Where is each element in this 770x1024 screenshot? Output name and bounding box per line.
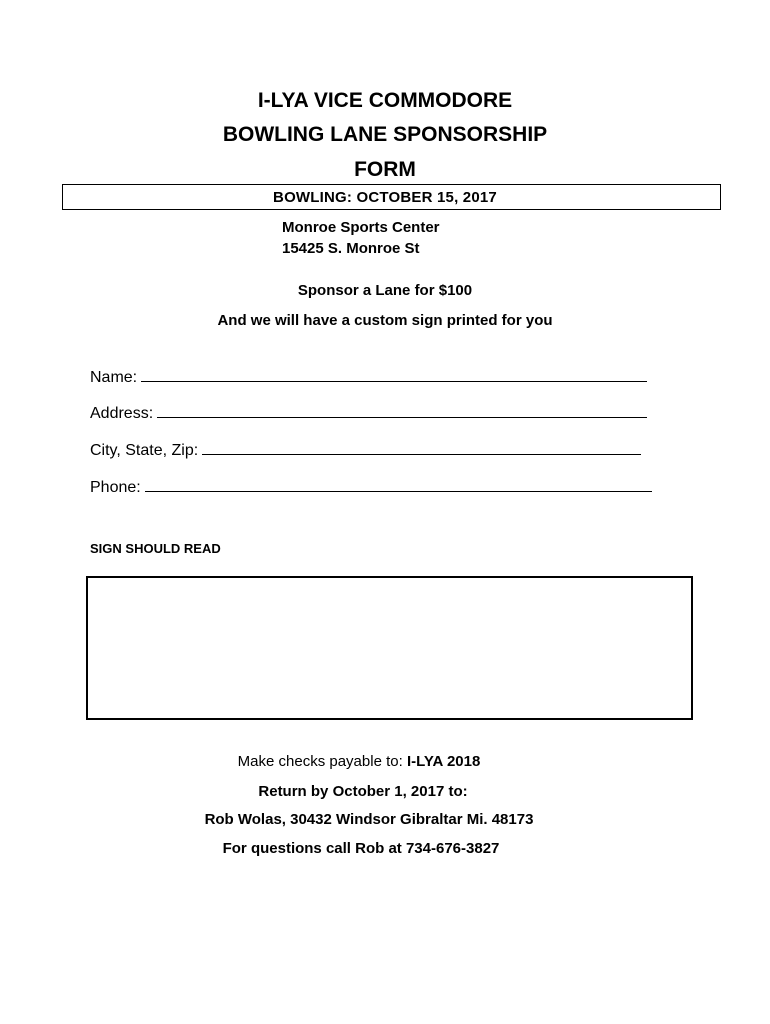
form-title-line-1: I-LYA VICE COMMODORE: [257, 89, 513, 112]
sponsor-price-line: Sponsor a Lane for $100: [297, 282, 473, 299]
checks-payable-line: [0, 752, 718, 772]
phone-field[interactable]: [90, 477, 652, 498]
name-blank-line[interactable]: [141, 367, 647, 382]
phone-blank-line[interactable]: [145, 477, 652, 492]
sign-text-box[interactable]: [86, 576, 693, 720]
questions-contact-line: For questions call Rob at 734-676-3827: [222, 840, 500, 857]
address-label: Address:: [90, 405, 154, 422]
return-by-line: Return by October 1, 2017 to:: [258, 783, 468, 800]
event-date: BOWLING: OCTOBER 15, 2017: [273, 189, 497, 206]
sign-should-read-label: SIGN SHOULD READ: [90, 541, 221, 556]
city-state-zip-blank-line[interactable]: [202, 440, 641, 455]
checks-payable-label: Make checks payable to:: [237, 753, 407, 770]
return-address-line: Rob Wolas, 30432 Windsor Gibraltar Mi. 48173: [204, 811, 534, 828]
address-blank-line[interactable]: [157, 403, 647, 418]
phone-label: Phone:: [90, 479, 141, 496]
form-title-line-3: FORM: [354, 158, 416, 181]
checks-payee: I-LYA 2018: [406, 753, 481, 770]
venue-name: Monroe Sports Center: [282, 219, 440, 236]
city-state-zip-field[interactable]: [90, 440, 641, 461]
name-field[interactable]: [90, 367, 647, 388]
city-state-zip-label: City, State, Zip:: [90, 442, 199, 459]
custom-sign-line: And we will have a custom sign printed for you: [217, 312, 553, 329]
address-field[interactable]: [90, 403, 647, 424]
name-label: Name:: [90, 369, 138, 386]
venue-address: 15425 S. Monroe St: [282, 240, 420, 257]
form-title-line-2: BOWLING LANE SPONSORSHIP: [222, 123, 548, 146]
